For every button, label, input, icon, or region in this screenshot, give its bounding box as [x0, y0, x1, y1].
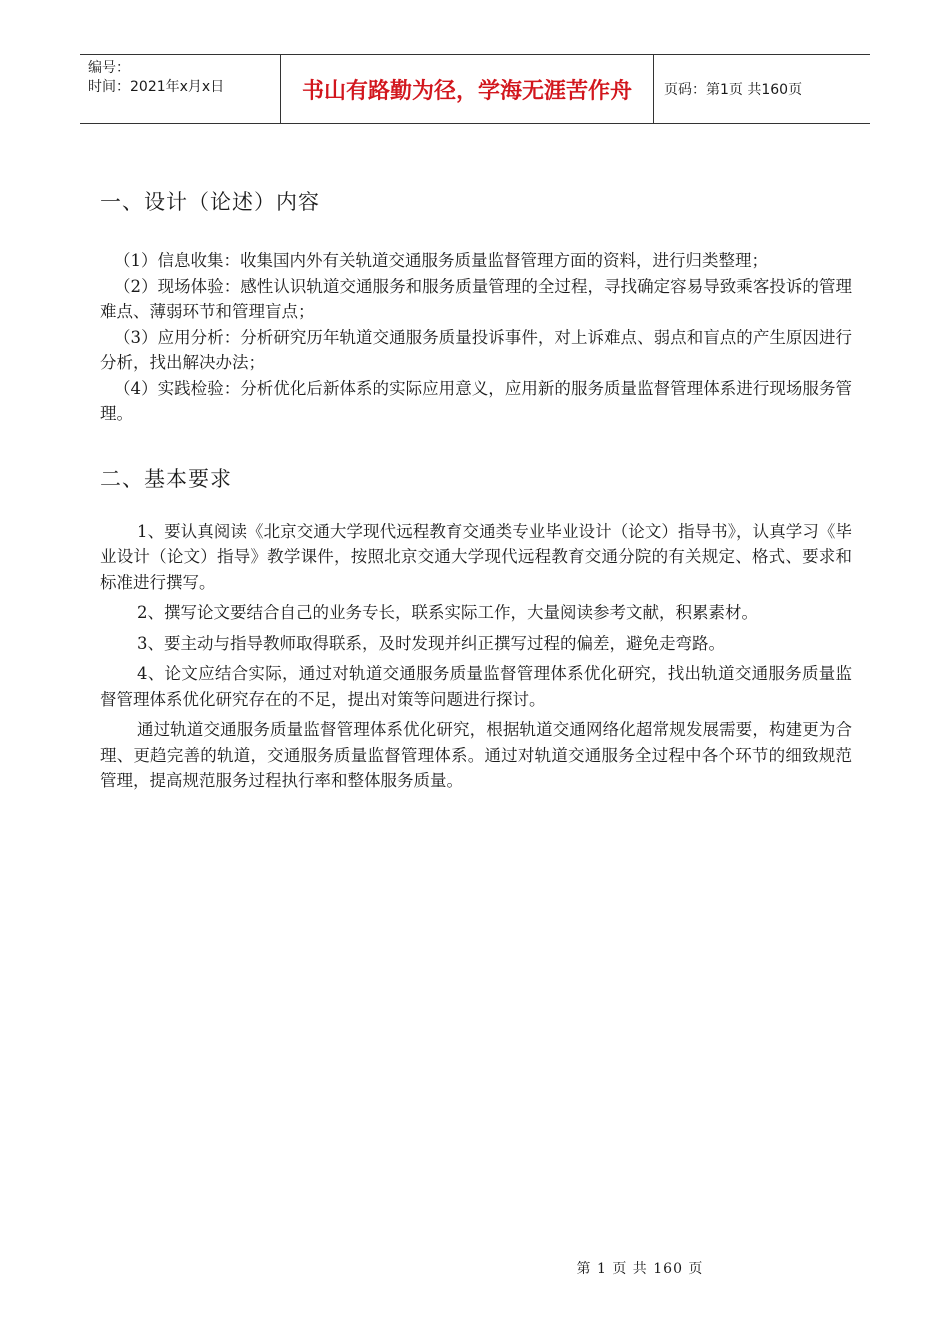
- list-item: （3）应用分析：分析研究历年轨道交通服务质量投诉事件，对上诉难点、弱点和盲点的产生原因进行分析，找出解决办法；: [100, 327, 852, 372]
- requirements-list: [100, 519, 852, 794]
- paragraph: 1、要认真阅读《北京交通大学现代远程教育交通类专业毕业设计（论文）指导书》，认真学习《毕业设计（论文）指导》教学课件，按照北京交通大学现代远程教育交通分院的有关规定、格式、要求和标准进行撰写。: [100, 521, 852, 592]
- list-item: （4）实践检验：分析优化后新体系的实际应用意义，应用新的服务质量监督管理体系进行现场服务管理。: [100, 378, 852, 423]
- list-item: （2）现场体验：感性认识轨道交通服务和服务质量管理的全过程，寻找确定容易导致乘客投诉的管理难点、薄弱环节和管理盲点；: [100, 276, 852, 321]
- section-title: 一、设计（论述）内容: [100, 190, 320, 214]
- paragraph: 3、要主动与指导教师取得联系，及时发现并纠正撰写过程的偏差，避免走弯路。: [137, 633, 725, 653]
- header-motto: 书山有路勤为径，学海无涯苦作舟: [281, 55, 654, 123]
- section-design-content: [100, 186, 852, 427]
- page-header: [80, 54, 870, 124]
- header-meta: [80, 55, 281, 123]
- header-page-info: 页码：第1页 共160页: [664, 82, 803, 98]
- paragraph: 4、论文应结合实际，通过对轨道交通服务质量监督管理体系优化研究，找出轨道交通服务质量监督管理体系优化研究存在的不足，提出对策等问题进行探讨。: [100, 664, 852, 709]
- paragraph: 2、撰写论文要结合自己的业务专长，联系实际工作，大量阅读参考文献，积累素材。: [137, 603, 758, 622]
- time-label: 时间：2021年x月x日: [88, 79, 225, 95]
- paragraph: 通过轨道交通服务质量监督管理体系优化研究，根据轨道交通网络化超常规发展需要，构建更为合理、更趋完善的轨道，交通服务质量监督管理体系。通过对轨道交通服务全过程中各个环节的细致规范管理，提高规范服务过程执行率和整体服务质量。: [100, 720, 852, 790]
- section-basic-requirements: [100, 463, 852, 794]
- content-list: [100, 248, 852, 427]
- page-footer: 第 1 页 共 160 页: [576, 1261, 704, 1277]
- section-title: 二、基本要求: [100, 466, 232, 491]
- document-body: [100, 186, 852, 799]
- number-label: 编号：: [88, 60, 130, 76]
- list-item: （1）信息收集：收集国内外有关轨道交通服务质量监督管理方面的资料，进行归类整理；: [114, 251, 768, 270]
